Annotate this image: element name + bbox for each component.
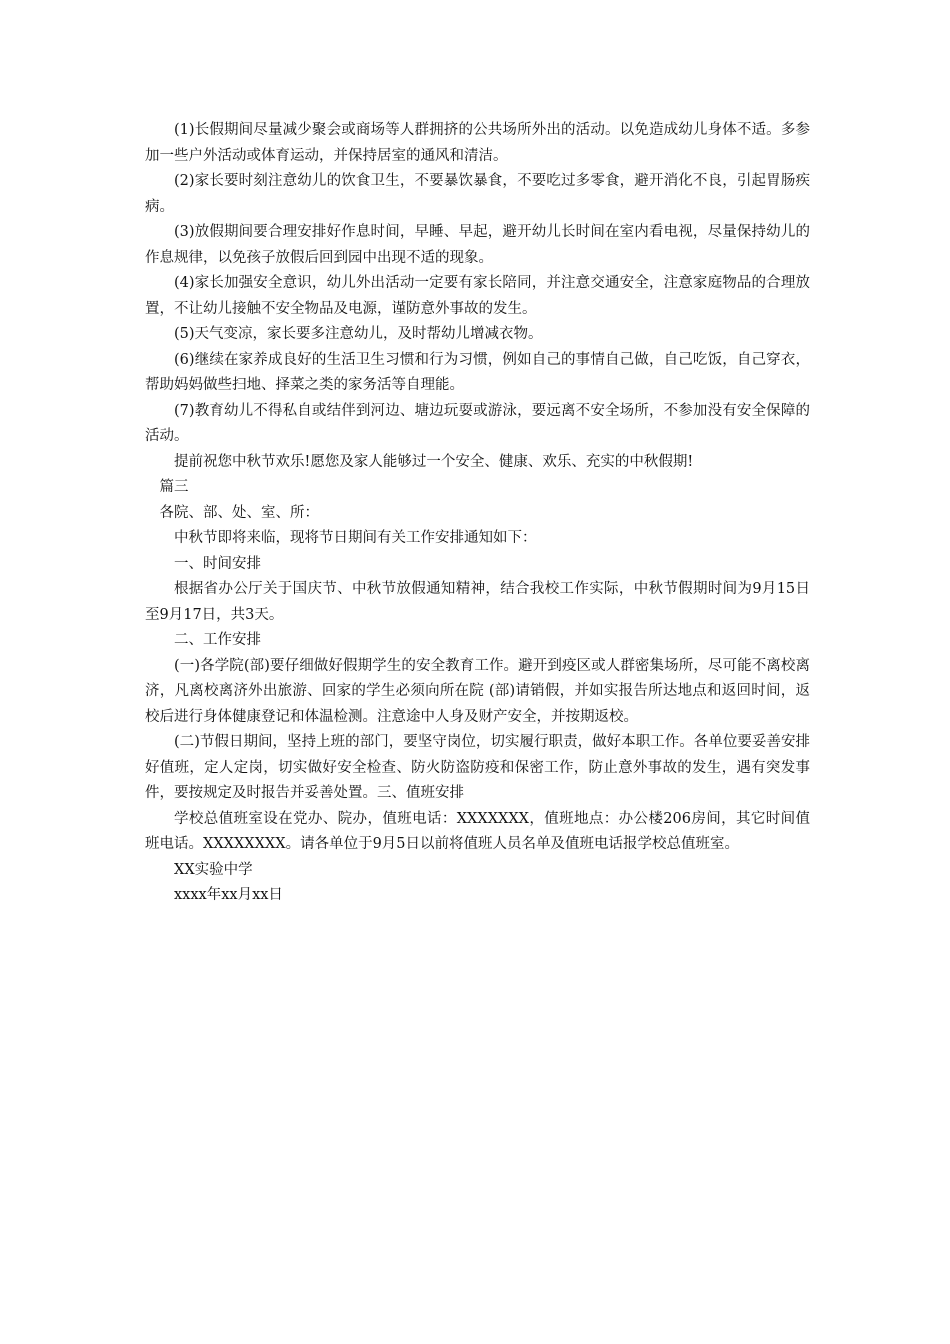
paragraph-tip-6: (6)继续在家养成良好的生活卫生习惯和行为习惯，例如自己的事情自己做，自己吃饭，自己穿衣，帮助妈妈做些扫地、择菜之类的家务活等自理能。 xyxy=(145,351,810,393)
paragraph-work-item-2: (二)节假日期间，坚持上班的部门，要坚守岗位，切实履行职责，做好本职工作。各单位要妥善安排好值班，定人定岗，切实做好安全检查、防火防盗防疫和保密工作，防止意外事故的发生，遇有突发事件，要按规定及时报告并妥善处置。三、值班安排 xyxy=(145,734,810,801)
signature-school: XX实验中学 xyxy=(174,861,253,878)
paragraph-greeting: 提前祝您中秋节欢乐!愿您及家人能够过一个安全、健康、欢乐、充实的中秋假期! xyxy=(174,453,694,470)
paragraph-tip-4: (4)家长加强安全意识，幼儿外出活动一定要有家长陪同，并注意交通安全，注意家庭物品的合理放置，不让幼儿接触不安全物品及电源，谨防意外事故的发生。 xyxy=(145,275,810,317)
paragraph-intro: 中秋节即将来临，现将节日期间有关工作安排通知如下： xyxy=(174,530,537,546)
paragraph-duty-office: 学校总值班室设在党办、院办，值班电话：XXXXXXX，值班地点：办公楼206房间，其它时间值班电话。XXXXXXXX。请各单位于9月5日以前将值班人员名单及值班电话报学校总值班室。 xyxy=(145,810,810,852)
section-heading-part-three: 篇三 xyxy=(159,479,189,495)
paragraph-work-item-1: (一)各学院(部)要仔细做好假期学生的安全教育工作。避开到疫区或人群密集场所，尽可能不离校离济，凡离校离济外出旅游、回家的学生必须向所在院 (部)请销假，并如实报告所达地点和返回时间，返校后进行身体健康登记和体温检测。注意途中人身及财产安全，并按期返校。 xyxy=(145,657,810,725)
heading-time-arrangement: 一、时间安排 xyxy=(174,555,261,572)
paragraph-tip-1: (1)长假期间尽量减少聚会或商场等人群拥挤的公共场所外出的活动。以免造成幼儿身体不适。多参加一些户外活动或体育运动，并保持居室的通风和清洁。 xyxy=(145,122,810,164)
paragraph-tip-7: (7)教育幼儿不得私自或结伴到河边、塘边玩耍或游泳，要远离不安全场所，不参加没有安全保障的活动。 xyxy=(145,402,810,444)
signature-date: xxxx年xx月xx日 xyxy=(174,887,283,903)
paragraph-tip-2: (2)家长要时刻注意幼儿的饮食卫生，不要暴饮暴食，不要吃过多零食，避开消化不良，引起胃肠疾病。 xyxy=(145,173,810,215)
document-body xyxy=(145,118,810,909)
paragraph-addressee: 各院、部、处、室、所： xyxy=(159,504,319,521)
paragraph-holiday-dates: 根据省办公厅关于国庆节、中秋节放假通知精神，结合我校工作实际，中秋节假期时间为9月15日至9月17日，共3天。 xyxy=(145,581,810,623)
paragraph-tip-3: (3)放假期间要合理安排好作息时间，早睡、早起，避开幼儿长时间在室内看电视，尽量保持幼儿的作息规律，以免孩子放假后回到园中出现不适的现象。 xyxy=(145,224,810,266)
heading-work-arrangement: 二、工作安排 xyxy=(174,632,261,648)
paragraph-tip-5: (5)天气变凉，家长要多注意幼儿，及时帮幼儿增减衣物。 xyxy=(174,326,543,342)
